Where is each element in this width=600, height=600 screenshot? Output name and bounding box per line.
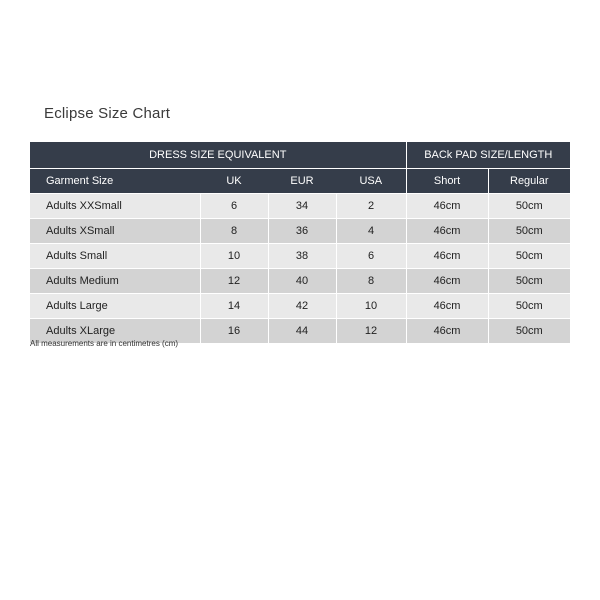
short-header: Short — [406, 169, 488, 194]
eur-cell: 38 — [268, 244, 336, 269]
garment-size-cell: Adults XSmall — [30, 219, 200, 244]
regular-cell: 50cm — [488, 319, 570, 344]
uk-cell: 16 — [200, 319, 268, 344]
eur-cell: 44 — [268, 319, 336, 344]
uk-header: UK — [200, 169, 268, 194]
dress-size-group-header: DRESS SIZE EQUIVALENT — [30, 142, 406, 169]
back-pad-group-header: BACk PAD SIZE/LENGTH — [406, 142, 570, 169]
usa-cell: 4 — [336, 219, 406, 244]
table-row — [30, 219, 570, 244]
usa-cell: 6 — [336, 244, 406, 269]
uk-cell: 14 — [200, 294, 268, 319]
eur-cell: 36 — [268, 219, 336, 244]
garment-size-header: Garment Size — [30, 169, 200, 194]
uk-cell: 8 — [200, 219, 268, 244]
size-chart-table — [30, 142, 570, 343]
regular-cell: 50cm — [488, 194, 570, 219]
garment-size-cell: Adults XXSmall — [30, 194, 200, 219]
usa-cell: 10 — [336, 294, 406, 319]
garment-size-cell: Adults Medium — [30, 269, 200, 294]
table-row — [30, 194, 570, 219]
eur-cell: 42 — [268, 294, 336, 319]
uk-cell: 10 — [200, 244, 268, 269]
garment-size-cell: Adults Large — [30, 294, 200, 319]
uk-cell: 12 — [200, 269, 268, 294]
short-cell: 46cm — [406, 269, 488, 294]
table-row — [30, 294, 570, 319]
column-header-row — [30, 169, 570, 194]
eur-cell: 34 — [268, 194, 336, 219]
regular-cell: 50cm — [488, 219, 570, 244]
usa-cell: 12 — [336, 319, 406, 344]
page-title: Eclipse Size Chart — [44, 105, 171, 122]
regular-cell: 50cm — [488, 244, 570, 269]
usa-cell: 2 — [336, 194, 406, 219]
regular-header: Regular — [488, 169, 570, 194]
short-cell: 46cm — [406, 319, 488, 344]
usa-header: USA — [336, 169, 406, 194]
garment-size-cell: Adults Small — [30, 244, 200, 269]
usa-cell: 8 — [336, 269, 406, 294]
short-cell: 46cm — [406, 294, 488, 319]
short-cell: 46cm — [406, 219, 488, 244]
table-row — [30, 269, 570, 294]
garment-size-cell: Adults XLarge — [30, 319, 200, 344]
group-header-row — [30, 142, 570, 169]
uk-cell: 6 — [200, 194, 268, 219]
eur-header: EUR — [268, 169, 336, 194]
table-row — [30, 244, 570, 269]
regular-cell: 50cm — [488, 269, 570, 294]
short-cell: 46cm — [406, 194, 488, 219]
measurement-footnote: All measurements are in centimetres (cm) — [30, 339, 179, 348]
eur-cell: 40 — [268, 269, 336, 294]
short-cell: 46cm — [406, 244, 488, 269]
regular-cell: 50cm — [488, 294, 570, 319]
